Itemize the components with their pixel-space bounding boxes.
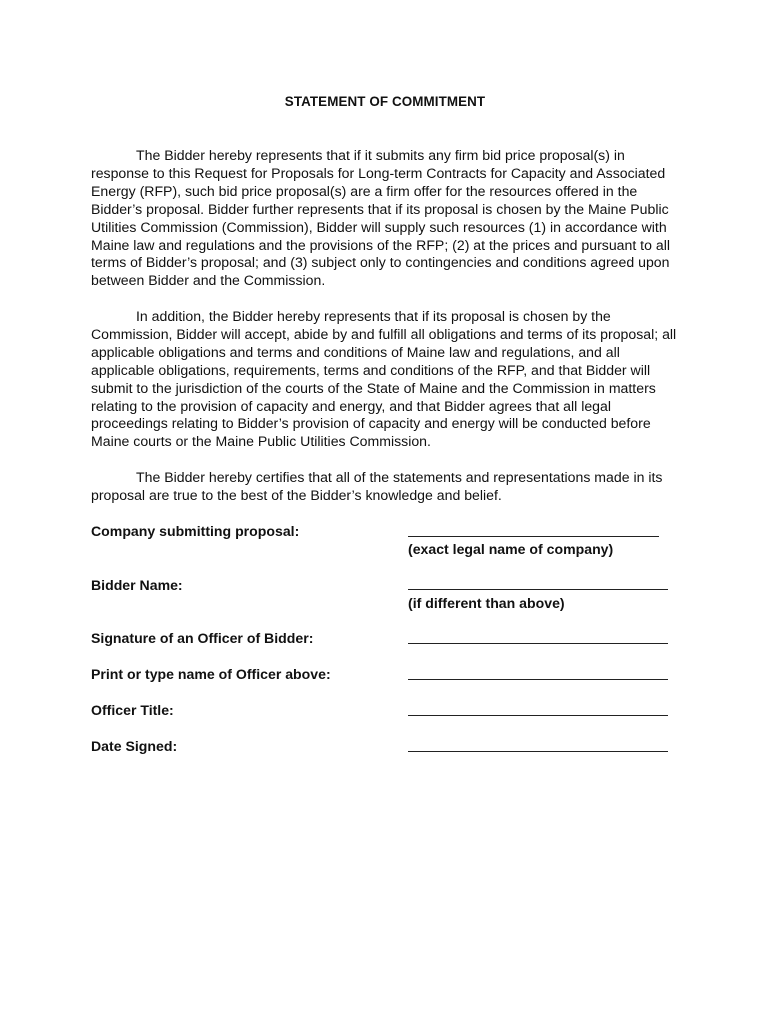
signature-label: Signature of an Officer of Bidder: bbox=[91, 630, 314, 646]
company-signature-line[interactable] bbox=[408, 536, 659, 537]
officer-title-line[interactable] bbox=[408, 715, 668, 716]
officer-title-label: Officer Title: bbox=[91, 702, 174, 718]
date-signed-label: Date Signed: bbox=[91, 738, 178, 754]
officer-name-label: Print or type name of Officer above: bbox=[91, 666, 331, 682]
certification-paragraph: The Bidder hereby certifies that all of the statements and representations made in its proposal are true to the best of the Bidder’s knowledge and belief. bbox=[91, 469, 663, 503]
bidder-name-note: (if different than above) bbox=[408, 595, 565, 611]
commitment-paragraph: The Bidder hereby represents that if it submits any firm bid price proposal(s) in response to this Request for Proposals for Long-term Contracts for Capacity and Associated Energy (RFP), such bid price proposal(s) are a firm offer for the resources offered in the Bidder’s proposal. Bidder further represents that if its proposal is chosen by the Maine Public Utilities Commission (Commission), Bidder will supply such resources (1) in accordance with Maine law and regulations and the provisions of the RFP; (2) at the prices and pursuant to all terms of Bidder’s proposal; and (3) subject only to contingencies and conditions agreed upon between Bidder and the Commission. bbox=[91, 147, 670, 289]
signature-line[interactable] bbox=[408, 643, 668, 644]
document-title: STATEMENT OF COMMITMENT bbox=[284, 94, 486, 109]
obligations-paragraph: In addition, the Bidder hereby represents that if its proposal is chosen by the Commission, Bidder will accept, abide by and fulfill all obligations and terms of its proposal; all applicable obligations and terms and conditions of Maine law and regulations, and all applicable obligations, requirements, terms and conditions of the RFP, and that Bidder will submit to the jurisdiction of the courts of the State of Maine and the Commission in matters relating to the provision of capacity and energy, and that Bidder agrees that all legal proceedings relating to Bidder’s provision of capacity and energy will be conducted before Maine courts or the Maine Public Utilities Commission. bbox=[91, 308, 677, 450]
company-note: (exact legal name of company) bbox=[408, 541, 614, 557]
bidder-name-label: Bidder Name: bbox=[91, 577, 183, 593]
officer-name-line[interactable] bbox=[408, 679, 668, 680]
date-signed-line[interactable] bbox=[408, 751, 668, 752]
bidder-name-line[interactable] bbox=[408, 589, 668, 590]
company-label: Company submitting proposal: bbox=[91, 523, 300, 539]
